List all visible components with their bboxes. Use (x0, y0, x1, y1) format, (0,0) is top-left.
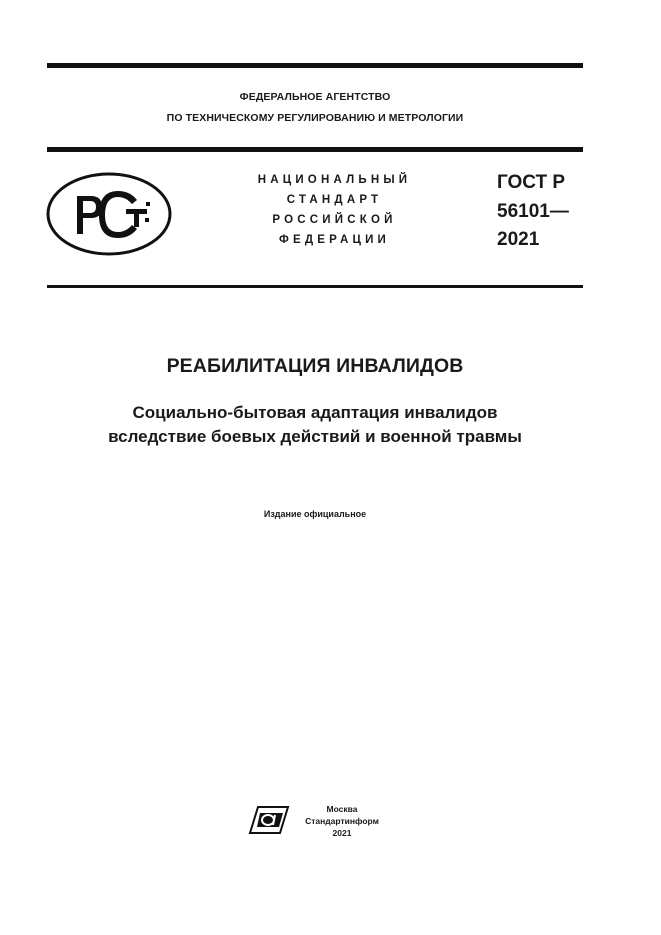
agency-name-line2: ПО ТЕХНИЧЕСКОМУ РЕГУЛИРОВАНИЮ И МЕТРОЛОГИИ (166, 112, 464, 124)
standard-type-line4: ФЕДЕРАЦИИ (278, 234, 391, 246)
standard-type-line2: СТАНДАРТ (286, 194, 383, 206)
designation-line1: ГОСТ Р (497, 172, 566, 193)
edition-note: Издание официальное (263, 509, 367, 519)
standard-type-line3: РОССИЙСКОЙ (272, 214, 397, 226)
standartinform-logo-icon (248, 803, 290, 837)
standard-type-line1: НАЦИОНАЛЬНЫЙ (257, 174, 412, 186)
publisher-name: Стандартинформ (305, 816, 379, 826)
header-rule (47, 147, 583, 152)
publisher-city: Москва (326, 804, 358, 814)
designation-line2: 56101— (497, 201, 569, 222)
designation-line3: 2021 (497, 229, 540, 250)
designation-rule (47, 285, 583, 288)
document-title: РЕАБИЛИТАЦИЯ ИНВАЛИДОВ (166, 355, 464, 377)
document-subtitle-line1: Социально-бытовая адаптация инвалидов (132, 403, 498, 422)
agency-name-line1: ФЕДЕРАЛЬНОЕ АГЕНТСТВО (239, 91, 391, 103)
top-rule (47, 63, 583, 68)
document-subtitle-line2: вследствие боевых действий и военной травмы (108, 427, 522, 446)
publisher-year: 2021 (332, 828, 352, 838)
gost-r-logo-icon (46, 172, 172, 256)
